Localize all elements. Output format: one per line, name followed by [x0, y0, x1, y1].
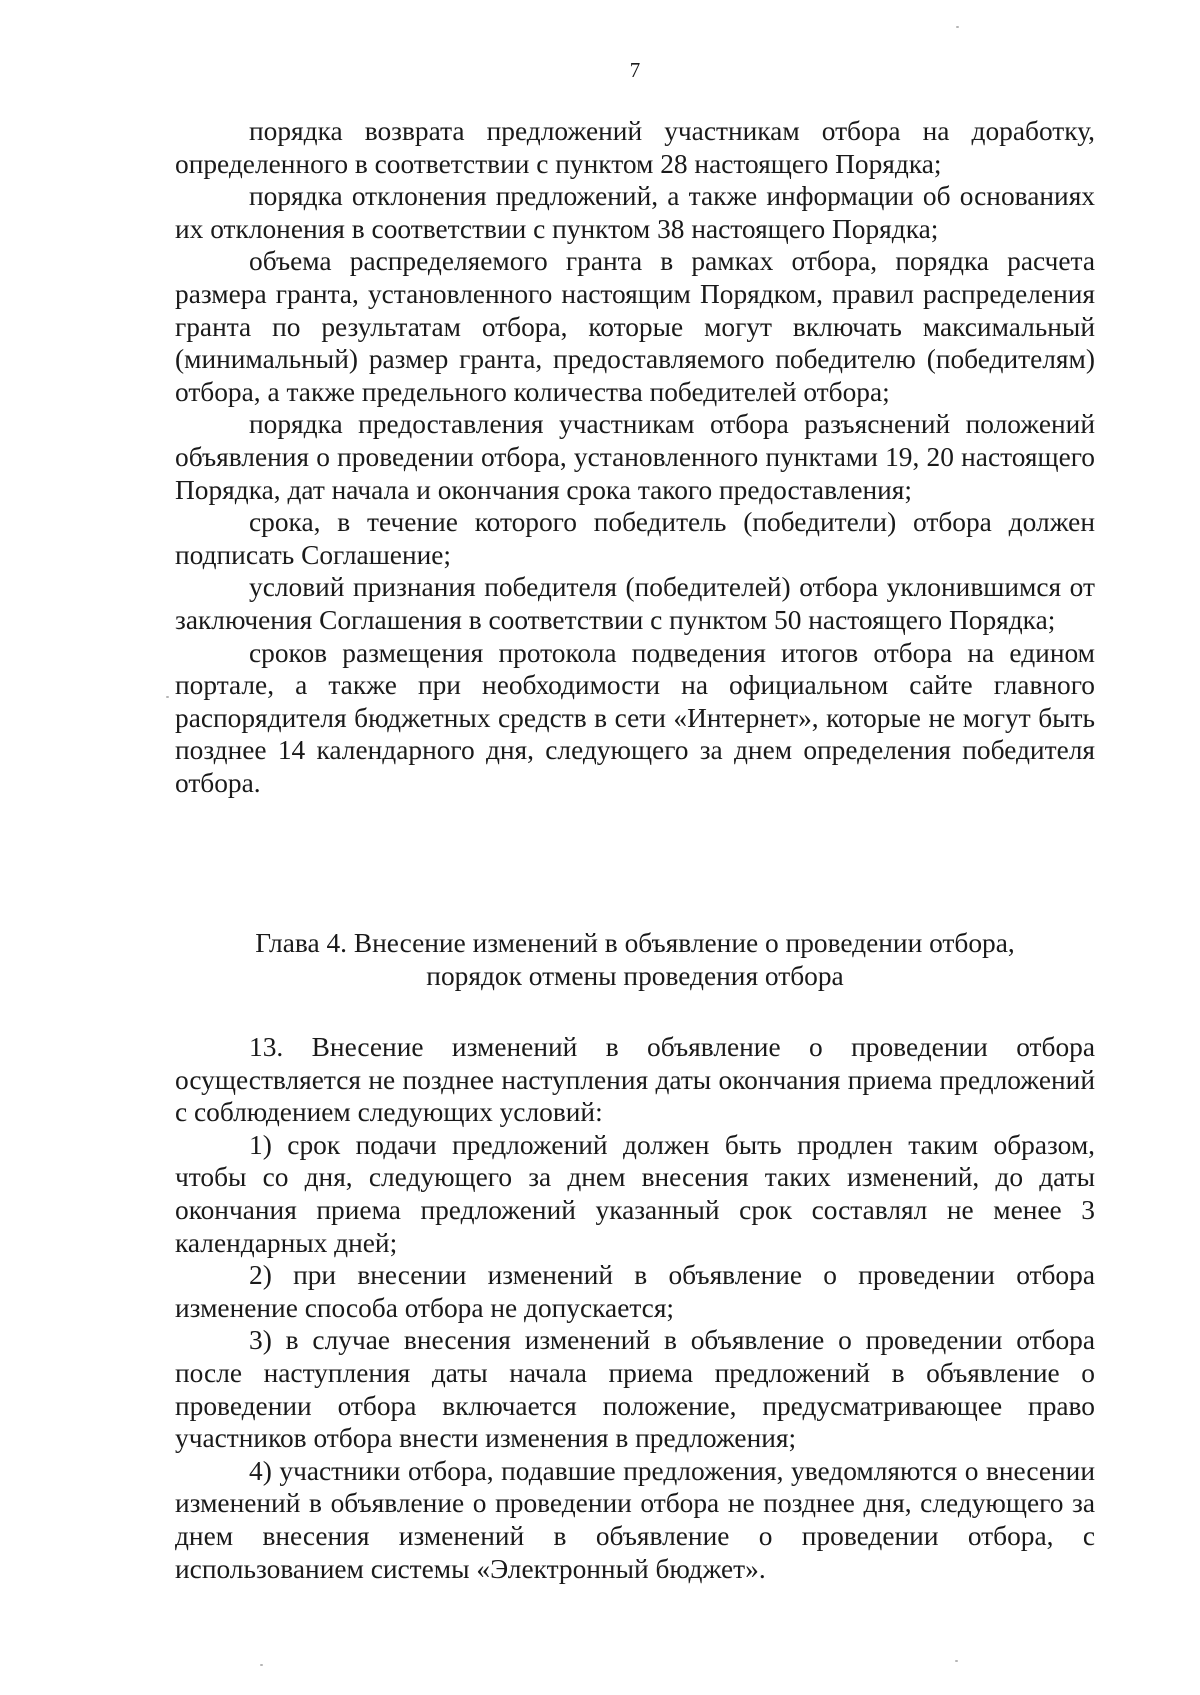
chapter-heading-line-1: Глава 4. Внесение изменений в объявление о проведении отбора,: [255, 928, 1015, 958]
scan-speck: [955, 1660, 958, 1662]
paragraph-subitem-4: 4) участники отбора, подавшие предложения, уведомляются о внесении изменений в объявление о проведении отбора не позднее дня, следующего за днем внесения изменений в объявление о проведении отбора, с использованием системы «Электронный бюджет».: [175, 1455, 1095, 1584]
page-number: 7: [629, 58, 641, 82]
scan-speck: [260, 1664, 263, 1666]
paragraph-subitem-1: 1) срок подачи предложений должен быть продлен таким образом, чтобы со дня, следующего за днем внесения таких изменений, до даты окончания приема предложений указанный срок составлял не менее 3 календарных дней;: [175, 1129, 1095, 1258]
paragraph-subitem-3: 3) в случае внесения изменений в объявление о проведении отбора после наступления даты начала приема предложений в объявление о проведении отбора включается положение, предусматривающее право участников отбора внести изменения в предложения;: [175, 1325, 1095, 1454]
scan-speck: [166, 696, 169, 698]
body-text-section-top: [175, 115, 1095, 799]
paragraph-protocol-placement: сроков размещения протокола подведения итогов отбора на едином портале, а также при необходимости на официальном сайте главного распорядителя бюджетных средств в сети «Интернет», которые не могут быть позднее 14 календарного дня, следующего за днем определения победителя отбора.: [175, 637, 1095, 798]
paragraph-signing-deadline: срока, в течение которого победитель (победители) отбора должен подписать Соглашение;: [175, 507, 1095, 570]
paragraph-return-proposals: порядка возврата предложений участникам отбора на доработку, определенного в соответствии с пунктом 28 настоящего Порядка;: [175, 116, 1095, 179]
body-text-section-bottom: [175, 1031, 1095, 1585]
paragraph-rejection-order: порядка отклонения предложений, а также информации об основаниях их отклонения в соответствии с пунктом 38 настоящего Порядка;: [175, 181, 1095, 244]
paragraph-evasion-conditions: условий признания победителя (победителей) отбора уклонившимся от заключения Соглашения в соответствии с пунктом 50 настоящего Порядка;: [175, 572, 1095, 635]
chapter-heading-line-2: порядок отмены проведения отбора: [426, 960, 844, 991]
paragraph-clarifications: порядка предоставления участникам отбора разъяснений положений объявления о проведении отбора, установленного пунктами 19, 20 настоящего Порядка, дат начала и окончания срока такого предоставления;: [175, 409, 1095, 505]
scan-speck: [956, 26, 959, 28]
paragraph-grant-volume: объема распределяемого гранта в рамках отбора, порядка расчета размера гранта, установленного настоящим Порядком, правил распределения гранта по результатам отбора, которые могут включать максимальный (минимальный) размер гранта, предоставляемого победителю (победителям) отбора, а также предельного количества победителей отбора;: [175, 246, 1095, 407]
paragraph-item-13: 13. Внесение изменений в объявление о проведении отбора осуществляется не позднее наступления даты окончания приема предложений с соблюдением следующих условий:: [175, 1032, 1095, 1128]
chapter-heading: [175, 927, 1095, 992]
paragraph-subitem-2: 2) при внесении изменений в объявление о проведении отбора изменение способа отбора не допускается;: [175, 1260, 1095, 1323]
